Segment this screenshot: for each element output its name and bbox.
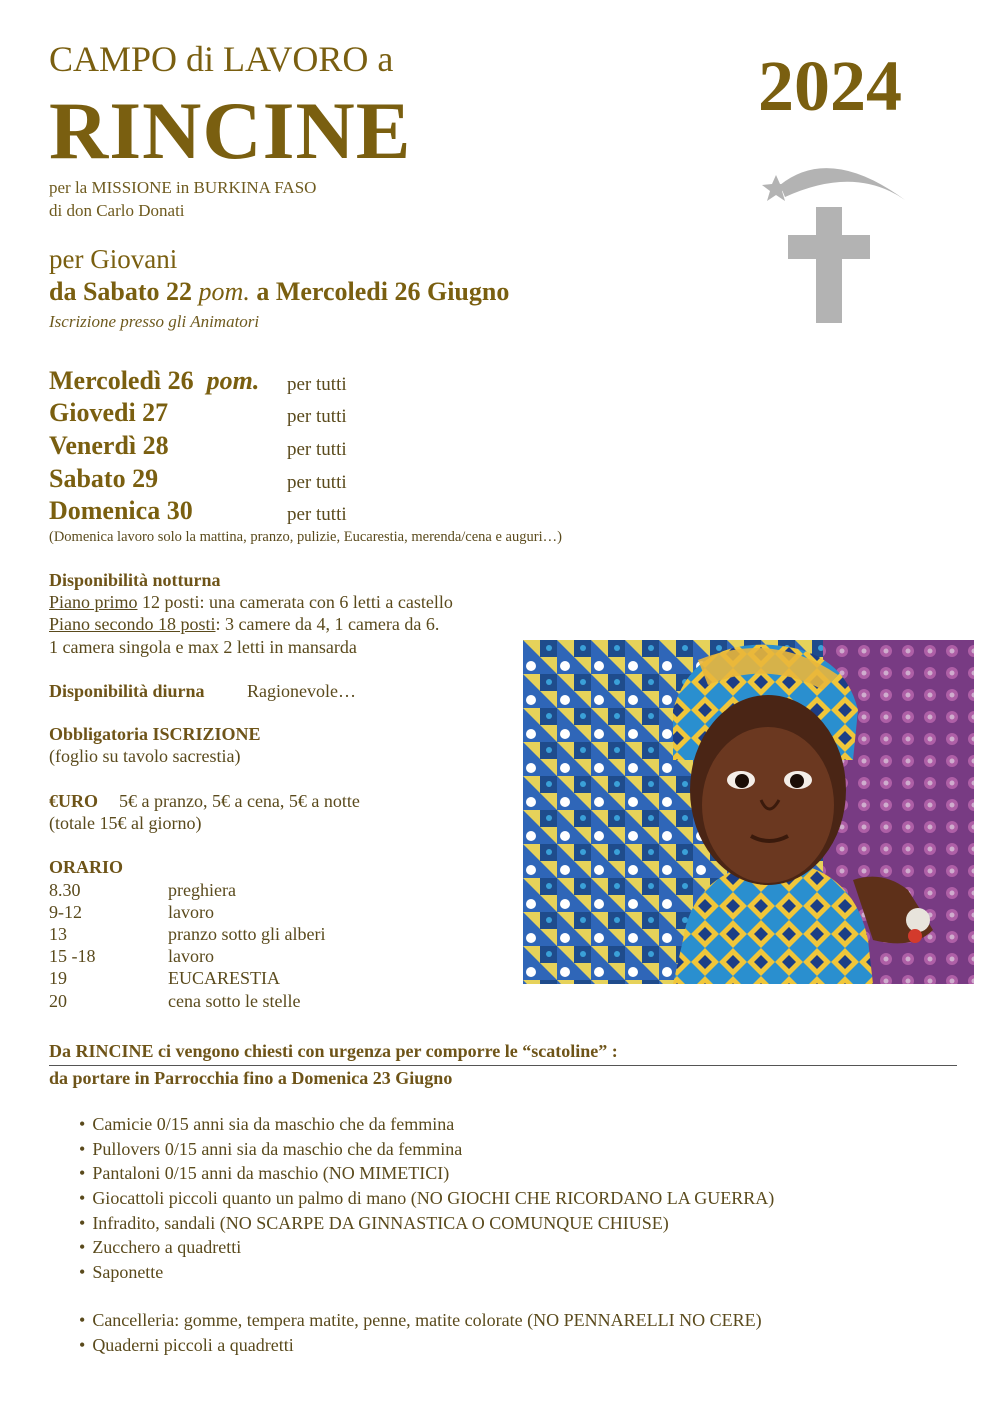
needs-list-stationery bbox=[79, 1310, 762, 1359]
cross-star-logo-icon bbox=[760, 155, 910, 330]
list-item: • Pantaloni 0/15 anni da maschio (NO MIMETICI) bbox=[79, 1163, 774, 1188]
price-label: €URO bbox=[49, 791, 98, 811]
list-item: • Infradito, sandali (NO SCARPE DA GINNASTICA O COMUNQUE CHIUSE) bbox=[79, 1213, 774, 1238]
day-3-who: per tutti bbox=[287, 472, 347, 493]
day-0: Mercoledì 26 pom. bbox=[49, 366, 260, 395]
schedule-time: 19 bbox=[49, 968, 67, 988]
list-item: • Saponette bbox=[79, 1262, 774, 1287]
day-0-who: per tutti bbox=[287, 374, 347, 395]
day-3: Sabato 29 bbox=[49, 464, 159, 493]
price-text: 5€ a pranzo, 5€ a cena, 5€ a notte bbox=[119, 791, 360, 811]
night-line3: 1 camera singola e max 2 letti in mansarda bbox=[49, 637, 357, 657]
schedule-activity: pranzo sotto gli alberi bbox=[168, 924, 326, 944]
divider bbox=[49, 1065, 957, 1066]
page-title: RINCINE bbox=[49, 85, 412, 176]
child-photo bbox=[523, 640, 974, 984]
signup-note: Iscrizione presso gli Animatori bbox=[49, 312, 260, 331]
day-2-who: per tutti bbox=[287, 439, 347, 460]
list-item: • Pullovers 0/15 anni sia da maschio che da femmina bbox=[79, 1139, 774, 1164]
day-4: Domenica 30 bbox=[49, 496, 193, 525]
list-item: • Giocattoli piccoli quanto un palmo di mano (NO GIOCHI CHE RICORDANO LA GUERRA) bbox=[79, 1188, 774, 1213]
registration-title: Obbligatoria ISCRIZIONE bbox=[49, 724, 261, 744]
needs-deadline: da portare in Parrocchia fino a Domenica 23 Giugno bbox=[49, 1068, 453, 1088]
needs-heading: Da RINCINE ci vengono chiesti con urgenza per comporre le “scatoline” : bbox=[49, 1041, 618, 1061]
year-label: 2024 bbox=[758, 46, 902, 126]
mission-line: per la MISSIONE in BURKINA FASO bbox=[49, 178, 317, 197]
schedule-activity: preghiera bbox=[168, 880, 236, 900]
schedule-activity: lavoro bbox=[168, 902, 214, 922]
schedule-time: 9-12 bbox=[49, 902, 82, 922]
schedule-time: 8.30 bbox=[49, 880, 81, 900]
day-1: Giovedi 27 bbox=[49, 398, 169, 427]
night-floor2: Piano secondo 18 posti: 3 camere da 4, 1 camera da 6. bbox=[49, 614, 440, 634]
subtitle-campo: CAMPO di LAVORO a bbox=[49, 39, 394, 79]
schedule-time: 13 bbox=[49, 924, 67, 944]
day-4-who: per tutti bbox=[287, 504, 347, 525]
mission-priest: di don Carlo Donati bbox=[49, 201, 185, 220]
schedule-time: 20 bbox=[49, 991, 67, 1011]
list-item: • Zucchero a quadretti bbox=[79, 1237, 774, 1262]
needs-list bbox=[79, 1114, 774, 1287]
schedule-time: 15 -18 bbox=[49, 946, 96, 966]
registration-note: (foglio su tavolo sacrestia) bbox=[49, 746, 241, 766]
night-floor1: Piano primo 12 posti: una camerata con 6 letti a castello bbox=[49, 592, 453, 612]
sunday-note: (Domenica lavoro solo la mattina, pranzo, pulizie, Eucarestia, merenda/cena e auguri…) bbox=[49, 529, 562, 545]
schedule-activity: EUCARESTIA bbox=[168, 968, 280, 988]
day-avail-value: Ragionevole… bbox=[247, 681, 356, 701]
audience-label: per Giovani bbox=[49, 244, 178, 274]
schedule-activity: lavoro bbox=[168, 946, 214, 966]
day-2: Venerdì 28 bbox=[49, 431, 169, 460]
camp-dates: da Sabato 22 pom. a Mercoledi 26 Giugno bbox=[49, 277, 510, 306]
schedule-activity: cena sotto le stelle bbox=[168, 991, 301, 1011]
day-1-who: per tutti bbox=[287, 406, 347, 427]
list-item: • Camicie 0/15 anni sia da maschio che da femmina bbox=[79, 1114, 774, 1139]
price-total: (totale 15€ al giorno) bbox=[49, 813, 202, 833]
schedule-title: ORARIO bbox=[49, 857, 124, 877]
list-item: • Cancelleria: gomme, tempera matite, penne, matite colorate (NO PENNARELLI NO CERE) bbox=[79, 1310, 762, 1335]
day-avail-title: Disponibilità diurna bbox=[49, 681, 205, 701]
list-item: • Quaderni piccoli a quadretti bbox=[79, 1335, 762, 1360]
night-title: Disponibilità notturna bbox=[49, 570, 221, 590]
